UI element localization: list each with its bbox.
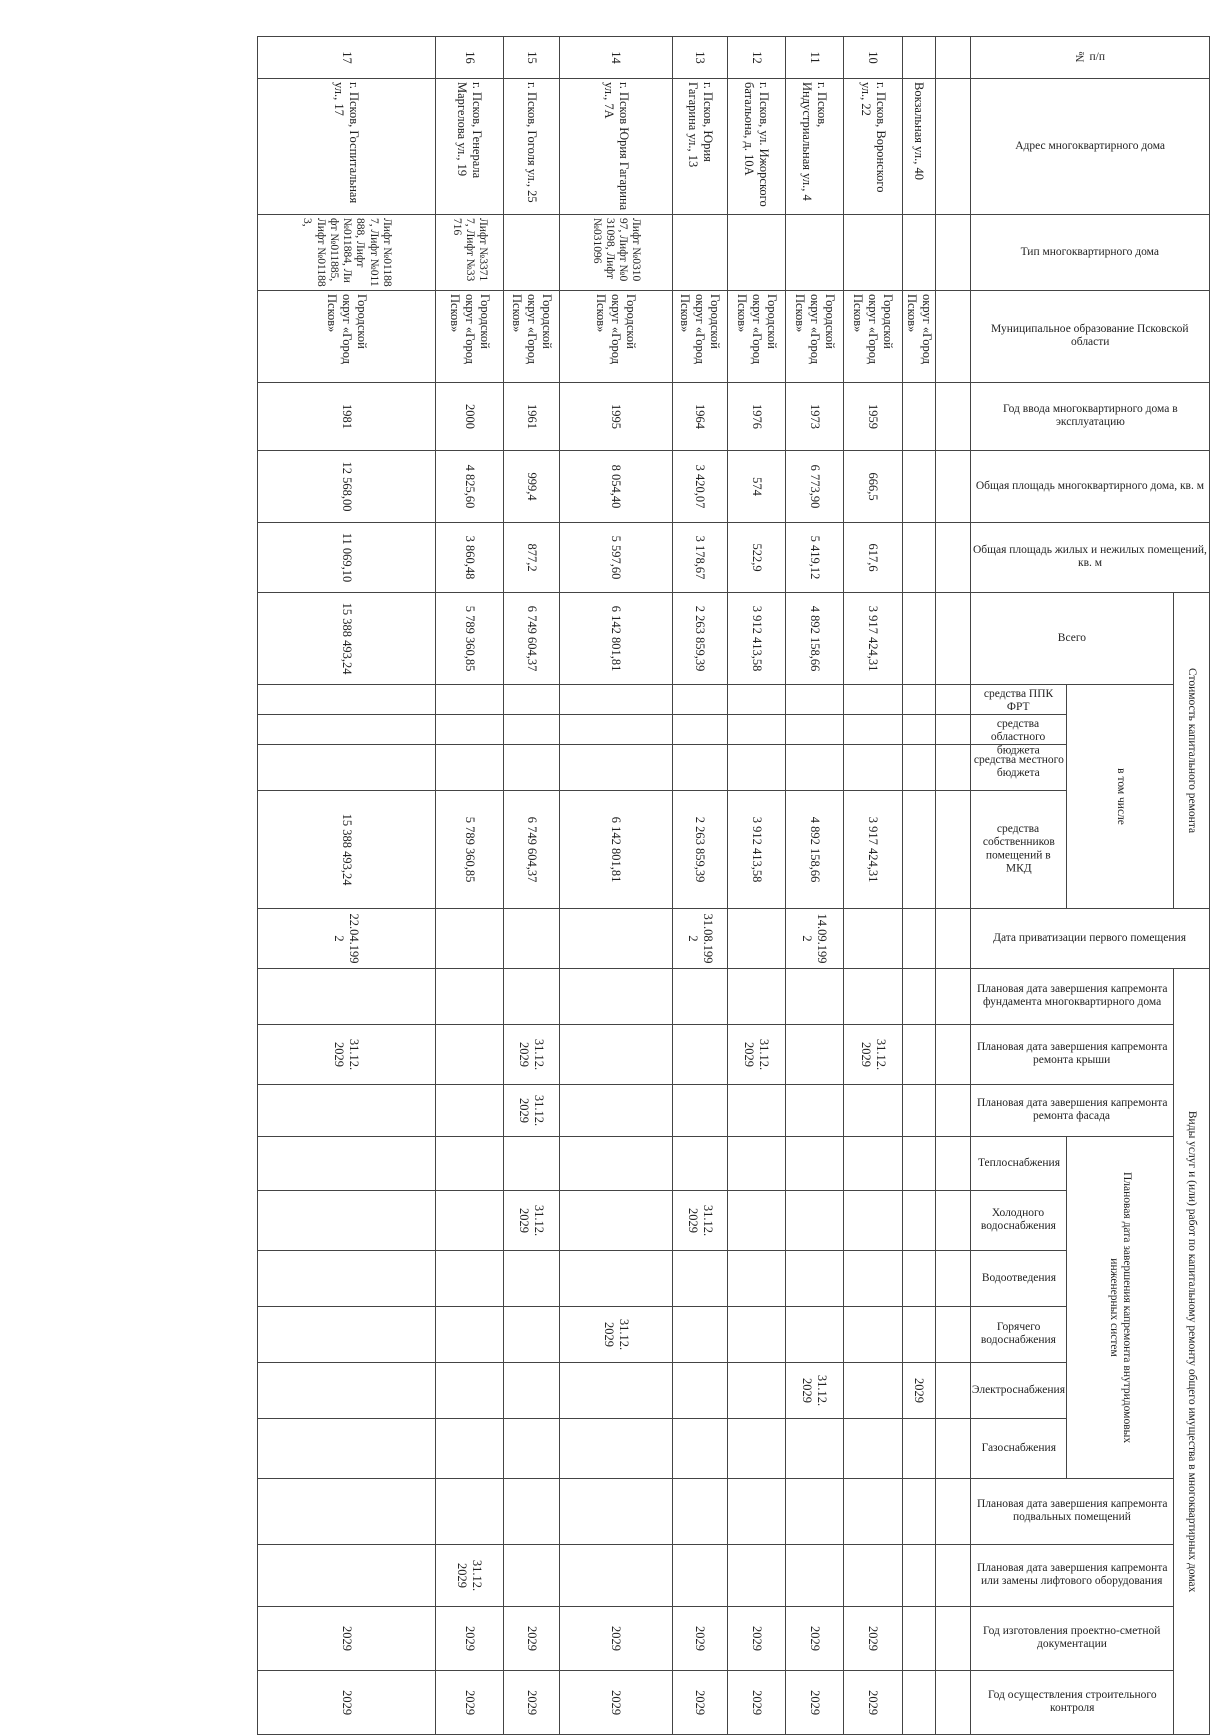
cell-priv xyxy=(560,909,673,969)
cell-gas xyxy=(504,1419,560,1479)
cell-design: 2029 xyxy=(504,1607,560,1671)
cell-mun: округ «Город Псков» xyxy=(903,291,936,383)
cell-hot: 31.12. 2029 xyxy=(560,1307,673,1363)
cell-year: 1959 xyxy=(844,383,903,451)
cell-ppk xyxy=(560,685,673,715)
cell-ppk xyxy=(258,685,436,715)
cell-roof xyxy=(560,1025,673,1085)
header-owners-funds: средства собственников помещений в МКД xyxy=(971,791,1067,909)
cell-foundation xyxy=(903,969,936,1025)
cell-roof xyxy=(436,1025,504,1085)
cell-electric xyxy=(504,1363,560,1419)
cell-foundation xyxy=(844,969,903,1025)
cell-mun: Городской округ «Город Псков» xyxy=(436,291,504,383)
cell-cold xyxy=(436,1191,504,1251)
cell-basement xyxy=(903,1479,936,1545)
cell-heat xyxy=(786,1137,844,1191)
cell-gas xyxy=(903,1419,936,1479)
cell-num: 14 xyxy=(560,37,673,79)
cell-priv xyxy=(436,909,504,969)
cell-basement xyxy=(786,1479,844,1545)
cell-foundation xyxy=(258,969,436,1025)
cell-foundation xyxy=(728,969,786,1025)
cell-sewer xyxy=(903,1251,936,1307)
cell-sewer xyxy=(258,1251,436,1307)
header-facade: Плановая дата завершения капремонта ремонта фасада xyxy=(971,1085,1174,1137)
cell-hot xyxy=(673,1307,728,1363)
header-electric: Электроснабжения xyxy=(971,1363,1067,1419)
cell-heat xyxy=(504,1137,560,1191)
cell-total_area: 8 054,40 xyxy=(560,451,673,523)
cell-loc xyxy=(504,745,560,791)
header-privatization: Дата приватизации первого помещения xyxy=(971,909,1210,969)
cell-cold: 31.12. 2029 xyxy=(504,1191,560,1251)
cell-ppk xyxy=(504,685,560,715)
cell-type xyxy=(673,215,728,291)
cell-living_area: 3 860,48 xyxy=(436,523,504,593)
cell-obl xyxy=(436,715,504,745)
cell-basement xyxy=(673,1479,728,1545)
cell-design: 2029 xyxy=(436,1607,504,1671)
cell-priv xyxy=(844,909,903,969)
cell-design: 2029 xyxy=(786,1607,844,1671)
cell-control: 2029 xyxy=(258,1671,436,1735)
cell-year: 2000 xyxy=(436,383,504,451)
cell-mun: Городской округ «Город Псков» xyxy=(673,291,728,383)
cell-mun: Городской округ «Город Псков» xyxy=(258,291,436,383)
cell-total_area xyxy=(903,451,936,523)
header-gas: Газоснабжения xyxy=(971,1419,1067,1479)
cell-sewer xyxy=(786,1251,844,1307)
cell-owners: 3 912 413,58 xyxy=(728,791,786,909)
cell-roof xyxy=(786,1025,844,1085)
cell-year: 1995 xyxy=(560,383,673,451)
cell-foundation xyxy=(673,969,728,1025)
cell-sewer xyxy=(844,1251,903,1307)
cell-cost_total: 3 912 413,58 xyxy=(728,593,786,685)
cell-electric xyxy=(560,1363,673,1419)
cell-obl xyxy=(258,715,436,745)
cell-mun: Городской округ «Город Псков» xyxy=(560,291,673,383)
cell-address: г. Псков, Индустриальная ул., 4 xyxy=(786,79,844,215)
cell-roof: 31.12. 2029 xyxy=(728,1025,786,1085)
cell-cost_total xyxy=(903,593,936,685)
cell-gas xyxy=(728,1419,786,1479)
cell-type: Лифт №33717, Лифт №33716 xyxy=(436,215,504,291)
cell-lift xyxy=(728,1545,786,1607)
cell-cold xyxy=(560,1191,673,1251)
cell-cost_total: 5 789 360,85 xyxy=(436,593,504,685)
cell-heat xyxy=(903,1137,936,1191)
cell-control: 2029 xyxy=(673,1671,728,1735)
cell-basement xyxy=(436,1479,504,1545)
table-row xyxy=(728,37,786,1735)
cell-address: г. Псков Юрия Гагарина ул., 7А xyxy=(560,79,673,215)
cell-hot xyxy=(504,1307,560,1363)
cell-roof xyxy=(903,1025,936,1085)
table-row xyxy=(844,37,903,1735)
cell-priv xyxy=(903,909,936,969)
cell-owners: 3 917 424,31 xyxy=(844,791,903,909)
cell-cost_total: 6 749 604,37 xyxy=(504,593,560,685)
header-design-year: Год изготовления проектно-сметной документации xyxy=(971,1607,1174,1671)
cell-heat xyxy=(258,1137,436,1191)
cell-sewer xyxy=(560,1251,673,1307)
cell-hot xyxy=(844,1307,903,1363)
header-hot-water: Горячего водоснабжения xyxy=(971,1307,1067,1363)
cell-design: 2029 xyxy=(673,1607,728,1671)
cell-loc xyxy=(673,745,728,791)
cell-total_area: 574 xyxy=(728,451,786,523)
column-number-row xyxy=(936,37,971,1735)
table-row xyxy=(673,37,728,1735)
cell-mun: Городской округ «Город Псков» xyxy=(844,291,903,383)
header-year-built: Год ввода многоквартирного дома в эксплуатацию xyxy=(971,383,1210,451)
cell-priv: 14.09.199 2 xyxy=(786,909,844,969)
cell-facade xyxy=(258,1085,436,1137)
cell-cold xyxy=(903,1191,936,1251)
cell-loc xyxy=(560,745,673,791)
cell-control: 2029 xyxy=(560,1671,673,1735)
cell-lift xyxy=(673,1545,728,1607)
cell-year: 1981 xyxy=(258,383,436,451)
cell-facade xyxy=(560,1085,673,1137)
cell-num: 13 xyxy=(673,37,728,79)
cell-electric: 31.12. 2029 xyxy=(786,1363,844,1419)
cell-total_area: 12 568,00 xyxy=(258,451,436,523)
header-incl: в том числе xyxy=(1067,685,1174,909)
cell-ppk xyxy=(786,685,844,715)
cell-control: 2029 xyxy=(436,1671,504,1735)
cell-facade xyxy=(903,1085,936,1137)
cell-num: 15 xyxy=(504,37,560,79)
cell-foundation xyxy=(436,969,504,1025)
cell-obl xyxy=(903,715,936,745)
cell-sewer xyxy=(504,1251,560,1307)
cell-electric xyxy=(728,1363,786,1419)
cell-cost_total: 2 263 859,39 xyxy=(673,593,728,685)
cell-facade xyxy=(844,1085,903,1137)
cell-roof xyxy=(673,1025,728,1085)
header-foundation: Плановая дата завершения капремонта фундамента многоквартирного дома xyxy=(971,969,1174,1025)
header-cost-group: Стоимость капитального ремонта xyxy=(1174,593,1210,909)
cell-type: Лифт №031097, Лифт №031098, Лифт №031096 xyxy=(560,215,673,291)
cell-obl xyxy=(728,715,786,745)
header-address: Адрес многоквартирного дома xyxy=(971,79,1210,215)
cell-control xyxy=(903,1671,936,1735)
cell-living_area xyxy=(903,523,936,593)
cell-hot xyxy=(786,1307,844,1363)
cell-foundation xyxy=(560,969,673,1025)
header-municipality: Муниципальное образование Псковской области xyxy=(971,291,1210,383)
cell-mun: Городской округ «Город Псков» xyxy=(728,291,786,383)
cell-priv xyxy=(728,909,786,969)
header-systems-group: Плановая дата завершения капремонта внутридомовых инженерных систем xyxy=(1067,1137,1174,1479)
cell-facade xyxy=(673,1085,728,1137)
cell-owners: 4 892 158,66 xyxy=(786,791,844,909)
cell-foundation xyxy=(504,969,560,1025)
cell-control: 2029 xyxy=(504,1671,560,1735)
cell-foundation xyxy=(786,969,844,1025)
cell-loc xyxy=(728,745,786,791)
cell-loc xyxy=(436,745,504,791)
header-cold-water: Холодного водоснабжения xyxy=(971,1191,1067,1251)
cell-design: 2029 xyxy=(844,1607,903,1671)
cell-owners: 2 263 859,39 xyxy=(673,791,728,909)
cell-owners xyxy=(903,791,936,909)
cell-roof: 31.12. 2029 xyxy=(504,1025,560,1085)
cell-num: 16 xyxy=(436,37,504,79)
cell-hot xyxy=(436,1307,504,1363)
scanned-table-page xyxy=(152,36,1210,1716)
cell-total_area: 6 773,90 xyxy=(786,451,844,523)
cell-owners: 5 789 360,85 xyxy=(436,791,504,909)
cell-facade xyxy=(786,1085,844,1137)
cell-basement xyxy=(258,1479,436,1545)
cell-total_area: 666,5 xyxy=(844,451,903,523)
cell-address: Вокзальная ул., 40 xyxy=(903,79,936,215)
cell-num: 10 xyxy=(844,37,903,79)
cell-lift: 31.12. 2029 xyxy=(436,1545,504,1607)
cell-control: 2029 xyxy=(728,1671,786,1735)
cell-heat xyxy=(436,1137,504,1191)
header-cost-total: Всего xyxy=(971,593,1174,685)
header-lift: Плановая дата завершения капремонта или замены лифтового оборудования xyxy=(971,1545,1174,1607)
cell-owners: 6 142 801,81 xyxy=(560,791,673,909)
cell-address: г. Псков, Госпитальная ул., 17 xyxy=(258,79,436,215)
cell-type xyxy=(903,215,936,291)
cell-living_area: 5 419,12 xyxy=(786,523,844,593)
cell-year: 1961 xyxy=(504,383,560,451)
header-control-year: Год осуществления строительного контроля xyxy=(971,1671,1174,1735)
cell-priv: 31.08.199 2 xyxy=(673,909,728,969)
cell-heat xyxy=(673,1137,728,1191)
cell-design xyxy=(903,1607,936,1671)
header-basement: Плановая дата завершения капремонта подвальных помещений xyxy=(971,1479,1174,1545)
cell-roof: 31.12. 2029 xyxy=(258,1025,436,1085)
cell-living_area: 3 178,67 xyxy=(673,523,728,593)
cell-year: 1976 xyxy=(728,383,786,451)
table-body xyxy=(258,37,971,1735)
cell-cold: 31.12. 2029 xyxy=(673,1191,728,1251)
cell-facade: 31.12. 2029 xyxy=(504,1085,560,1137)
header-local-budget: средства местного бюджета xyxy=(971,745,1067,791)
cell-electric xyxy=(673,1363,728,1419)
cell-hot xyxy=(728,1307,786,1363)
cell-ppk xyxy=(844,685,903,715)
cell-heat xyxy=(728,1137,786,1191)
header-works-group: Виды услуг и (или) работ по капитальному ремонту общего имущества в многоквартирных домах xyxy=(1174,969,1210,1735)
cell-loc xyxy=(258,745,436,791)
cell-obl xyxy=(673,715,728,745)
header-regional-budget: средства областного бюджета xyxy=(971,715,1067,745)
header-house-type: Тип многоквартирного дома xyxy=(971,215,1210,291)
header-total-area: Общая площадь многоквартирного дома, кв. м xyxy=(971,451,1210,523)
cell-heat xyxy=(560,1137,673,1191)
cell-lift xyxy=(903,1545,936,1607)
table-row xyxy=(560,37,673,1735)
cell-cold xyxy=(786,1191,844,1251)
cell-facade xyxy=(436,1085,504,1137)
cell-control: 2029 xyxy=(844,1671,903,1735)
cell-type xyxy=(728,215,786,291)
cell-cold xyxy=(844,1191,903,1251)
cell-cost_total: 6 142 801,81 xyxy=(560,593,673,685)
cell-mun: Городской округ «Город Псков» xyxy=(786,291,844,383)
cell-obl xyxy=(786,715,844,745)
cell-lift xyxy=(560,1545,673,1607)
header-heat: Теплоснабжения xyxy=(971,1137,1067,1191)
table-row xyxy=(786,37,844,1735)
cell-gas xyxy=(786,1419,844,1479)
cell-type xyxy=(786,215,844,291)
cell-living_area: 877,2 xyxy=(504,523,560,593)
cell-ppk xyxy=(436,685,504,715)
cell-roof: 31.12. 2029 xyxy=(844,1025,903,1085)
cell-design: 2029 xyxy=(728,1607,786,1671)
table-row xyxy=(258,37,436,1735)
cell-type xyxy=(844,215,903,291)
cell-basement xyxy=(560,1479,673,1545)
cell-design: 2029 xyxy=(560,1607,673,1671)
capital-repair-table xyxy=(257,36,1210,1735)
cell-cold xyxy=(258,1191,436,1251)
cell-type: Лифт №011887, Лифт №011888, Лифт №011884, Лифт №011885, Лифт №011883, xyxy=(258,215,436,291)
cell-living_area: 522,9 xyxy=(728,523,786,593)
cell-ppk xyxy=(673,685,728,715)
cell-hot xyxy=(258,1307,436,1363)
cell-num: 12 xyxy=(728,37,786,79)
cell-hot xyxy=(903,1307,936,1363)
cell-gas xyxy=(258,1419,436,1479)
cell-loc xyxy=(786,745,844,791)
cell-address: г. Псков, Генерала Маргелова ул., 19 xyxy=(436,79,504,215)
cell-loc xyxy=(844,745,903,791)
cell-basement xyxy=(728,1479,786,1545)
cell-living_area: 617,6 xyxy=(844,523,903,593)
cell-electric xyxy=(844,1363,903,1419)
cell-gas xyxy=(560,1419,673,1479)
cell-type xyxy=(504,215,560,291)
cell-priv: 22.04.199 2 xyxy=(258,909,436,969)
cell-electric: 2029 xyxy=(903,1363,936,1419)
cell-total_area: 4 825,60 xyxy=(436,451,504,523)
cell-cost_total: 15 388 493,24 xyxy=(258,593,436,685)
cell-year: 1964 xyxy=(673,383,728,451)
cell-owners: 15 388 493,24 xyxy=(258,791,436,909)
cell-address: г. Псков, Юрия Гагарина ул., 13 xyxy=(673,79,728,215)
cell-ppk xyxy=(903,685,936,715)
cell-num: 17 xyxy=(258,37,436,79)
cell-sewer xyxy=(673,1251,728,1307)
cell-control: 2029 xyxy=(786,1671,844,1735)
cell-gas xyxy=(673,1419,728,1479)
cell-num: 11 xyxy=(786,37,844,79)
cell-lift xyxy=(504,1545,560,1607)
cell-living_area: 5 597,60 xyxy=(560,523,673,593)
header-roof: Плановая дата завершения капремонта ремонта крыши xyxy=(971,1025,1174,1085)
cell-loc xyxy=(903,745,936,791)
cell-design: 2029 xyxy=(258,1607,436,1671)
cell-sewer xyxy=(728,1251,786,1307)
table-row xyxy=(436,37,504,1735)
cell-address: г. Псков, Воронского ул., 22 xyxy=(844,79,903,215)
cell-gas xyxy=(436,1419,504,1479)
cell-heat xyxy=(844,1137,903,1191)
cell-cost_total: 3 917 424,31 xyxy=(844,593,903,685)
cell-electric xyxy=(436,1363,504,1419)
cell-lift xyxy=(786,1545,844,1607)
cell-basement xyxy=(504,1479,560,1545)
cell-sewer xyxy=(436,1251,504,1307)
header-ppk-frt: средства ППК ФРТ xyxy=(971,685,1067,715)
cell-lift xyxy=(844,1545,903,1607)
cell-living_area: 11 069,10 xyxy=(258,523,436,593)
cell-basement xyxy=(844,1479,903,1545)
table-row xyxy=(903,37,936,1735)
cell-facade xyxy=(728,1085,786,1137)
cell-address: г. Псков, Гоголя ул., 25 xyxy=(504,79,560,215)
cell-electric xyxy=(258,1363,436,1419)
cell-cost_total: 4 892 158,66 xyxy=(786,593,844,685)
cell-ppk xyxy=(728,685,786,715)
cell-total_area: 999,4 xyxy=(504,451,560,523)
cell-year: 1973 xyxy=(786,383,844,451)
cell-obl xyxy=(504,715,560,745)
cell-owners: 6 749 604,37 xyxy=(504,791,560,909)
header-living-area: Общая площадь жилых и нежилых помещений, кв. м xyxy=(971,523,1210,593)
cell-total_area: 3 420,07 xyxy=(673,451,728,523)
header-sewer: Водоотведения xyxy=(971,1251,1067,1307)
cell-priv xyxy=(504,909,560,969)
table-row xyxy=(504,37,560,1735)
header-num: № п/п xyxy=(971,37,1210,79)
cell-gas xyxy=(844,1419,903,1479)
cell-num xyxy=(903,37,936,79)
cell-obl xyxy=(844,715,903,745)
cell-cold xyxy=(728,1191,786,1251)
cell-address: г. Псков, ул. Ижорского батальона, д. 10А xyxy=(728,79,786,215)
cell-lift xyxy=(258,1545,436,1607)
cell-obl xyxy=(560,715,673,745)
cell-mun: Городской округ «Город Псков» xyxy=(504,291,560,383)
cell-year xyxy=(903,383,936,451)
